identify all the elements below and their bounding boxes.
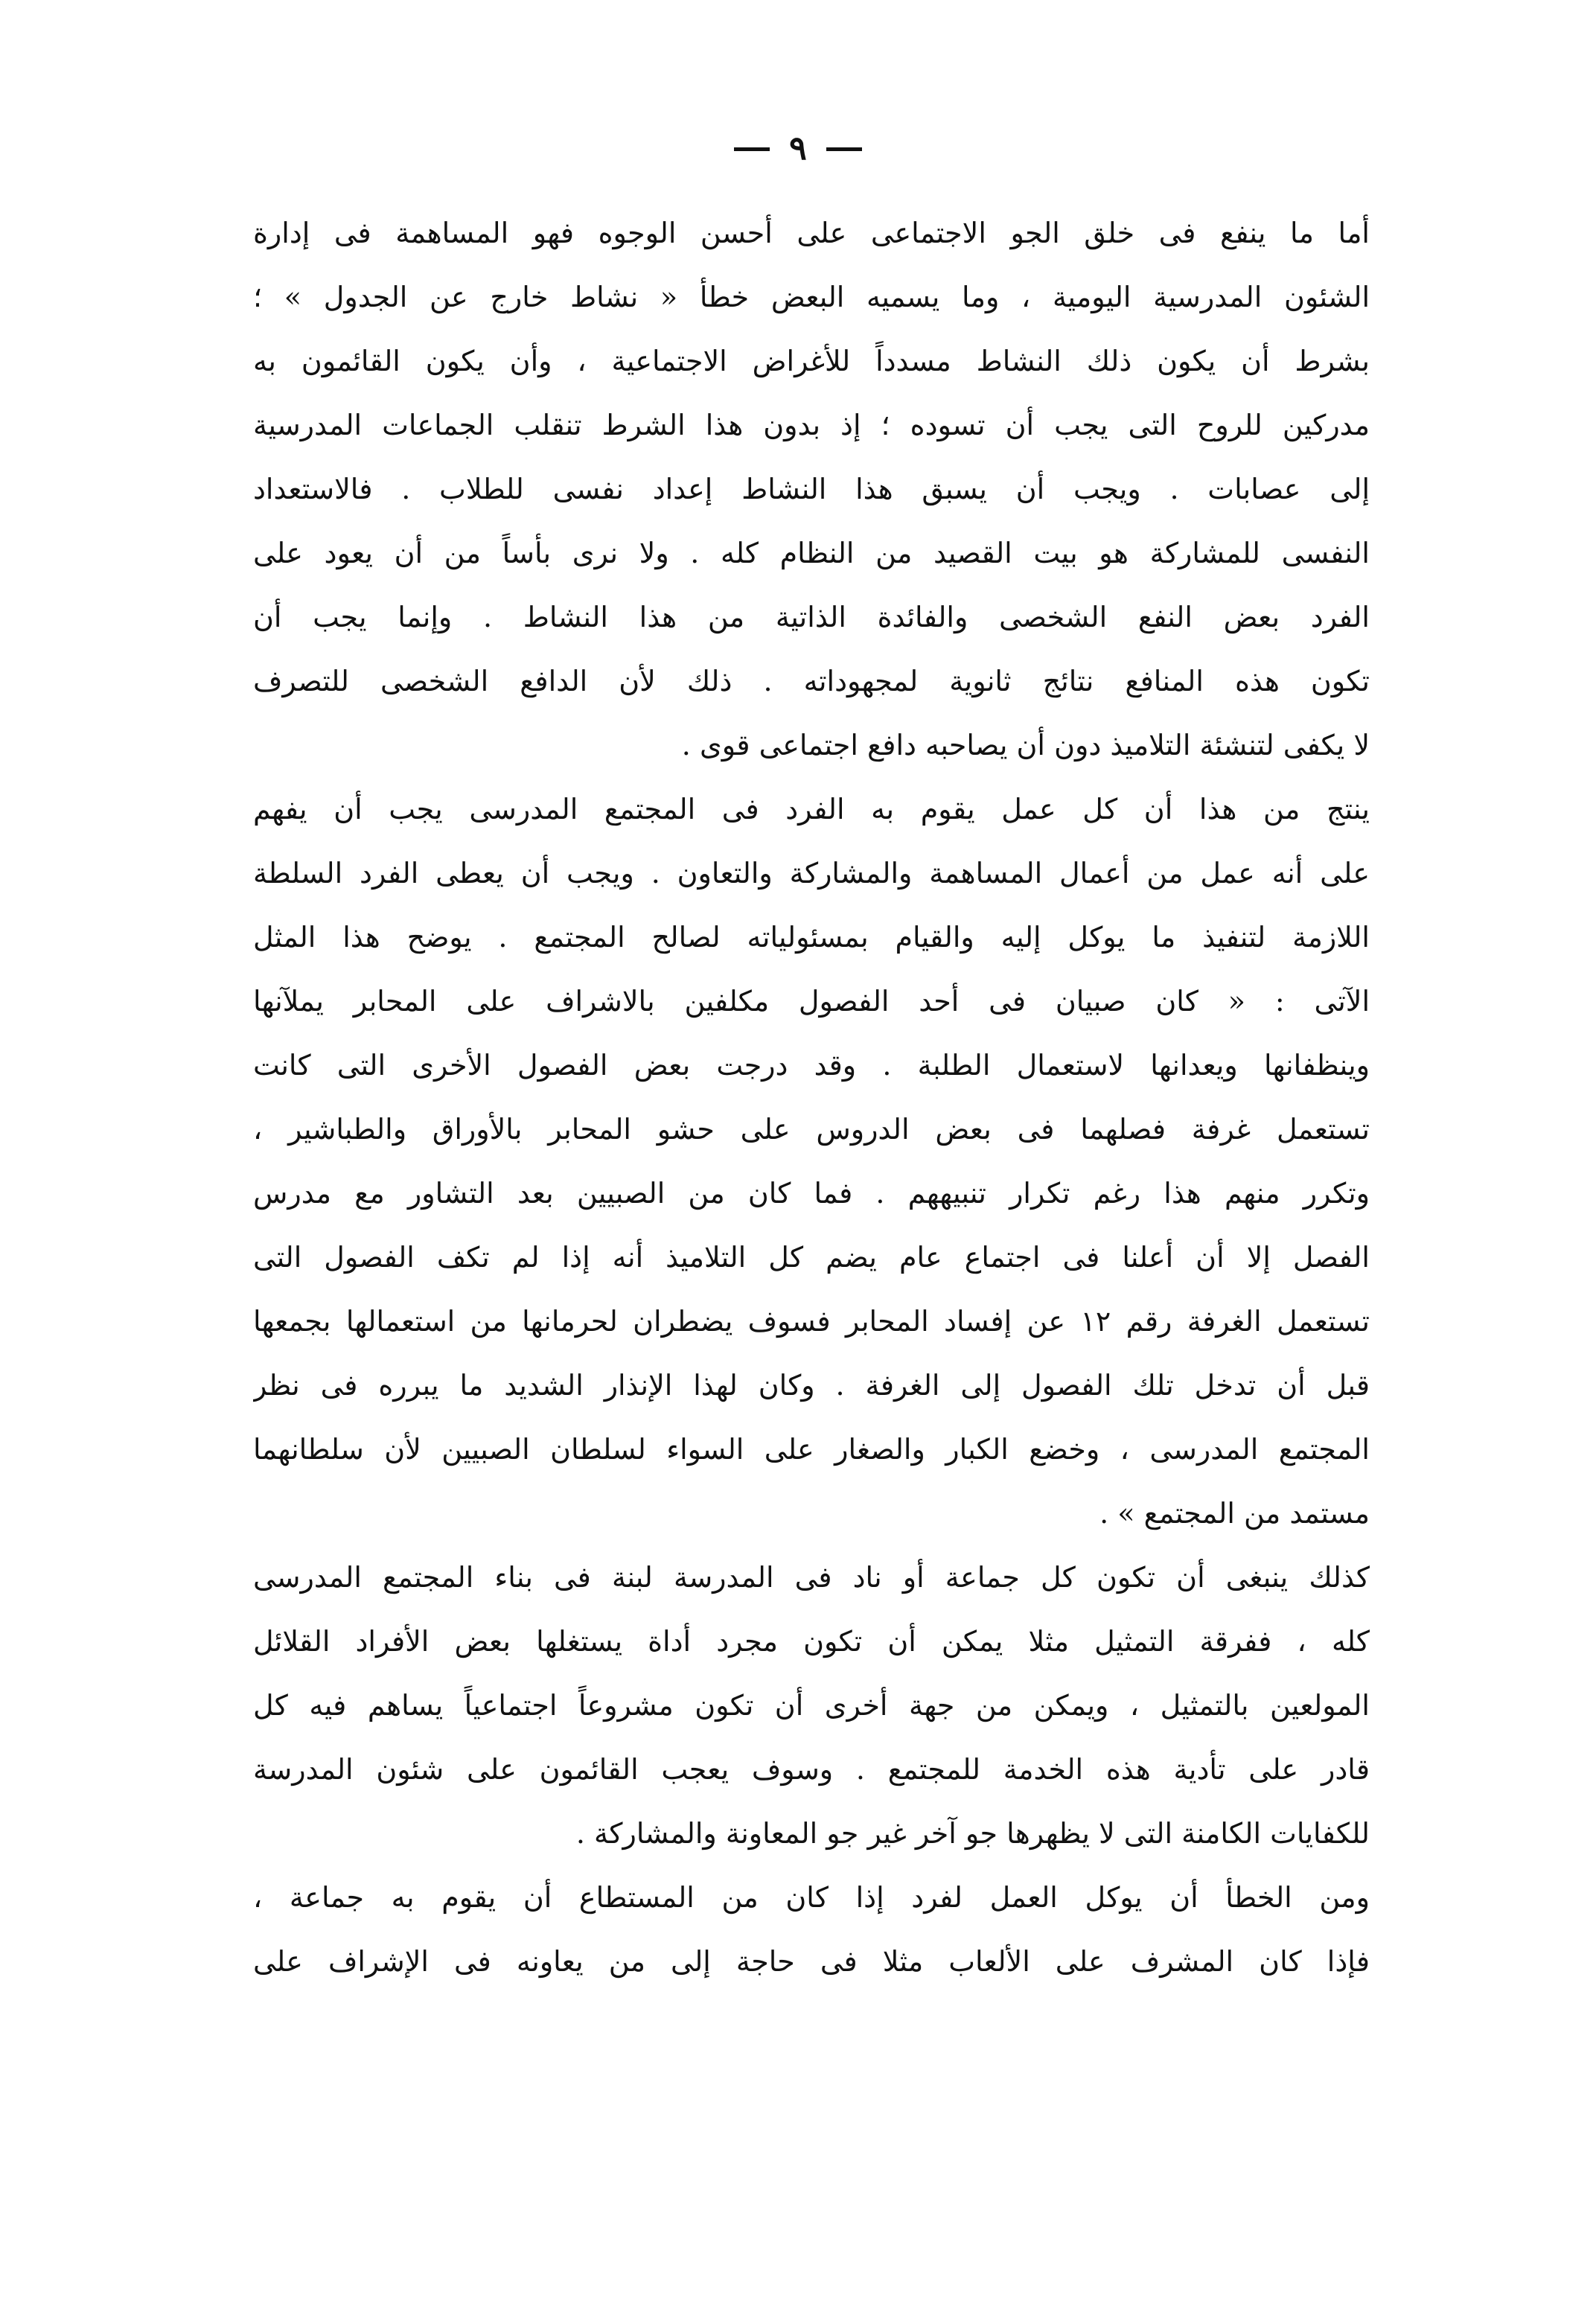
- text-line: تستعمل الغرفة رقم ١٢ عن إفساد المحابر فسوف يضطران لحرمانها من استعمالها بجمعها: [253, 1305, 1370, 1338]
- text-line: الشئون المدرسية اليومية ، وما يسميه البعض خطأ « نشاط خارج عن الجدول » ؛: [253, 281, 1370, 313]
- text-line: تكون هذه المنافع نتائج ثانوية لمجهوداته . ذلك لأن الدافع الشخصى للتصرف: [253, 665, 1370, 697]
- paragraph-1: [253, 201, 1370, 777]
- text-line: وتكرر منهم هذا رغم تكرار تنبيههم . فما كان من الصبيين بعد التشاور مع مدرس: [253, 1177, 1370, 1210]
- text-line: مدركين للروح التى يجب أن تسوده ؛ إذ بدون هذا الشرط تنقلب الجماعات المدرسية: [253, 409, 1370, 441]
- text-line: للكفايات الكامنة التى لا يظهرها جو آخر غير جو المعاونة والمشاركة .: [575, 1817, 1370, 1850]
- header-dash-left: [734, 147, 770, 151]
- text-line: فإذا كان المشرف على الألعاب مثلا فى حاجة إلى من يعاونه فى الإشراف على: [253, 1945, 1370, 1978]
- paragraph-3: [253, 1545, 1370, 1865]
- text-line: أما ما ينفع فى خلق الجو الاجتماعى على أحسن الوجوه فهو المساهمة فى إدارة: [253, 217, 1370, 249]
- text-line: الفصل إلا أن أعلنا فى اجتماع عام يضم كل التلاميذ أنه إذا لم تكف الفصول التى: [253, 1241, 1370, 1274]
- text-line: قادر على تأدية هذه الخدمة للمجتمع . وسوف يعجب القائمون على شئون المدرسة: [253, 1753, 1370, 1786]
- text-line: النفسى للمشاركة هو بيت القصيد من النظام كله . ولا نرى بأساً من أن يعود على: [253, 537, 1370, 569]
- header-dash-right: [826, 147, 862, 151]
- text-line: اللازمة لتنفيذ ما يوكل إليه والقيام بمسئولياته لصالح المجتمع . يوضح هذا المثل: [253, 921, 1370, 954]
- text-line: ومن الخطأ أن يوكل العمل لفرد إذا كان من المستطاع أن يقوم به جماعة ،: [253, 1881, 1370, 1914]
- text-line: لا يكفى لتنشئة التلاميذ دون أن يصاحبه دافع اجتماعى قوى .: [681, 729, 1370, 761]
- text-line: تستعمل غرفة فصلهما فى بعض الدروس على حشو المحابر بالأوراق والطباشير ،: [253, 1113, 1370, 1146]
- paragraph-4: [253, 1865, 1370, 1993]
- text-line: على أنه عمل من أعمال المساهمة والمشاركة والتعاون . ويجب أن يعطى الفرد السلطة: [253, 857, 1370, 890]
- text-line: قبل أن تدخل تلك الفصول إلى الغرفة . وكان لهذا الإنذار الشديد ما يبرره فى نظر: [253, 1369, 1370, 1402]
- text-line: الآتى : « كان صبيان فى أحد الفصول مكلفين بالاشراف على المحابر يملآنها: [253, 985, 1370, 1018]
- text-line: ينتج من هذا أن كل عمل يقوم به الفرد فى المجتمع المدرسى يجب أن يفهم: [253, 793, 1370, 826]
- page-header: [0, 119, 1596, 179]
- text-line: كذلك ينبغى أن تكون كل جماعة أو ناد فى المدرسة لبنة فى بناء المجتمع المدرسى: [253, 1561, 1370, 1594]
- text-line: إلى عصابات . ويجب أن يسبق هذا النشاط إعداد نفسى للطلاب . فالاستعداد: [253, 473, 1370, 505]
- page-number: ٩: [789, 130, 807, 167]
- text-line: مستمد من المجتمع » .: [1099, 1497, 1370, 1530]
- paragraph-2: [253, 777, 1370, 1545]
- text-line: المولعين بالتمثيل ، ويمكن من جهة أخرى أن تكون مشروعاً اجتماعياً يساهم فيه كل: [253, 1689, 1370, 1722]
- body-text: [253, 201, 1370, 1993]
- text-line: الفرد بعض النفع الشخصى والفائدة الذاتية من هذا النشاط . وإنما يجب أن: [253, 601, 1370, 633]
- text-line: بشرط أن يكون ذلك النشاط مسدداً للأغراض الاجتماعية ، وأن يكون القائمون به: [253, 345, 1370, 377]
- text-line: المجتمع المدرسى ، وخضع الكبار والصغار على السواء لسلطان الصبيين لأن سلطانهما: [253, 1433, 1370, 1466]
- text-line: وينظفانها ويعدانها لاستعمال الطلبة . وقد درجت بعض الفصول الأخرى التى كانت: [253, 1049, 1370, 1082]
- text-line: كله ، ففرقة التمثيل مثلا يمكن أن تكون مجرد أداة يستغلها بعض الأفراد القلائل: [253, 1625, 1370, 1658]
